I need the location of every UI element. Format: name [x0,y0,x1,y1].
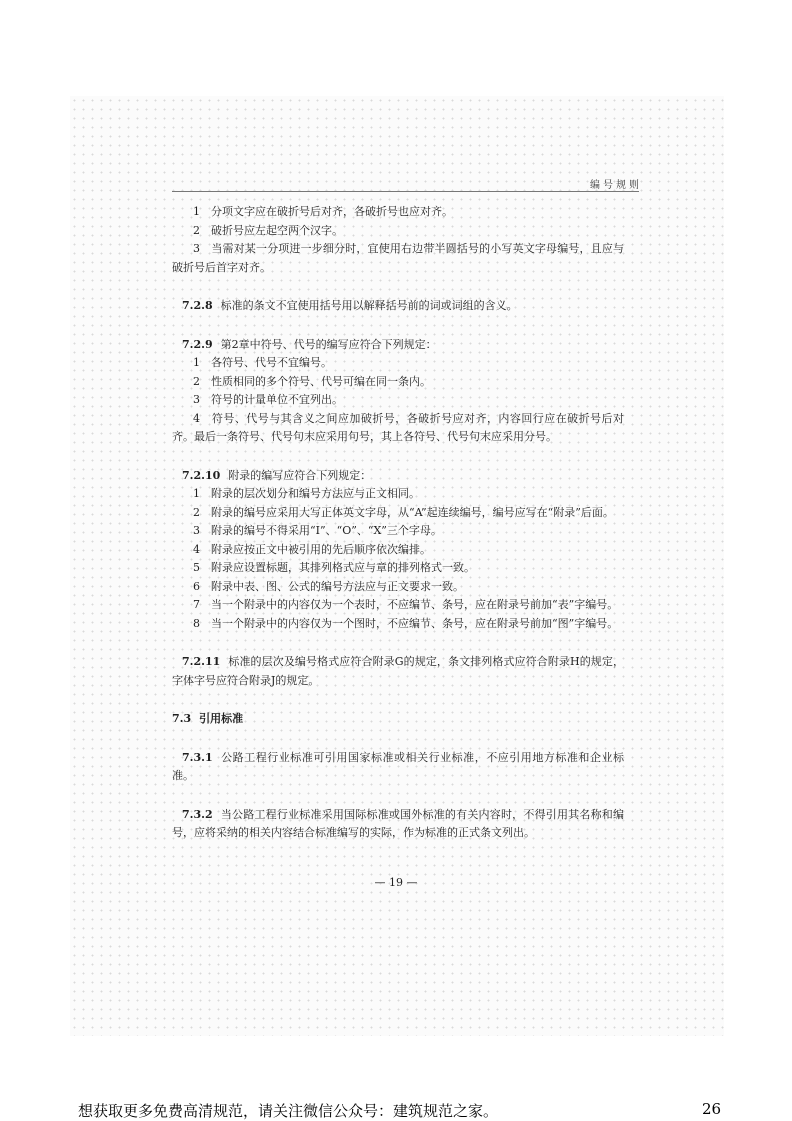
list-item: 6 附录中表、图、公式的编号方法应与正文要求一致。 [193,579,464,593]
clause-text: 公路工程行业标准可引用国家标准或相关行业标准，不应引用地方标准和企业标准。 [172,750,624,782]
clause-7-3-1 [172,749,624,786]
list-item: 1 分项文字应在破折号后对齐，各破折号也应对齐。 [193,205,453,218]
footer-page-number: 26 [702,1100,722,1118]
clause-number: 7.2.8 [182,299,213,312]
list-item: 4 附录应按正文中被引用的先后顺序依次编排。 [193,542,431,556]
page-number: — 19 — [374,876,418,889]
clause-7-2-9 [172,336,624,355]
section-heading-7-3 [172,710,624,729]
list-item: 3 附录的编号不得采用“I”、“O”、“X”三个字母。 [193,524,442,537]
clause-number: 7.3.1 [182,750,213,764]
section-label: 编号规则 [590,180,642,191]
page-content [172,203,624,843]
list-item: 1 附录的层次划分和编号方法应与正文相同。 [193,487,420,500]
list-item: 5 附录应设置标题，其排列格式应与章的排列格式一致。 [193,561,475,574]
clause-text: 当公路工程行业标准采用国际标准或国外标准的有关内容时，不得引用其名称和编号，应将采纳的相关内容结合标准编写的实际，作为标准的正式条文列出。 [172,807,624,839]
footer-note: 想获取更多免费高清规范，请关注微信公众号：建筑规范之家。 [78,1102,499,1120]
list-item: 4 符号、代号与其含义之间应加破折号，各破折号应对齐，内容回行应在破折号后对齐。最后一条符号、代号句末应采用句号，其上各符号、代号句末应采用分号。 [172,411,624,443]
clause-number: 7.2.10 [182,468,221,482]
clause-number: 7.2.11 [182,655,221,668]
clause-text: 标准的层次及编号格式应符合附录G的规定，条文排列格式应符合附录H的规定，字体字号应符合附录J的规定。 [172,655,624,687]
section-title: 引用标准 [199,712,244,725]
list-item: 2 性质相同的多个符号、代号可编在同一条内。 [193,374,431,388]
clause-7-2-10 [172,467,624,486]
section-number: 7.3 [172,712,192,725]
header-rule [172,191,639,192]
list-item: 3 当需对某一分项进一步细分时，宜使用右边带半圆括号的小写英文字母编号，且应与破折号后首字对齐。 [172,242,624,274]
clause-text: 附录的编写应符合下列规定： [228,468,372,482]
list-item: 8 当一个附录中的内容仅为一个图时，不应编节、条号，应在附录号前加“图”字编号。 [193,616,619,630]
list-item: 2 附录的编号应采用大写正体英文字母，从“A”起连续编号，编号应写在“附录”后面。 [193,505,614,519]
clause-text: 第2章中符号、代号的编写应符合下列规定： [220,337,437,351]
clause-number: 7.3.2 [182,807,213,821]
clause-text: 标准的条文不宜使用括号用以解释括号前的词或词组的含义。 [220,299,518,312]
clause-number: 7.2.9 [182,337,213,351]
clause-7-3-2 [172,806,624,843]
list-item: 7 当一个附录中的内容仅为一个表时，不应编节、条号，应在附录号前加“表”字编号。 [193,598,619,611]
clause-7-2-11 [172,653,624,690]
list-item: 1 各符号、代号不宜编号。 [193,356,332,369]
list-item: 2 破折号应左起空两个汉字。 [193,223,343,237]
clause-7-2-8 [172,297,624,316]
list-item: 3 符号的计量单位不宜列出。 [193,393,343,406]
